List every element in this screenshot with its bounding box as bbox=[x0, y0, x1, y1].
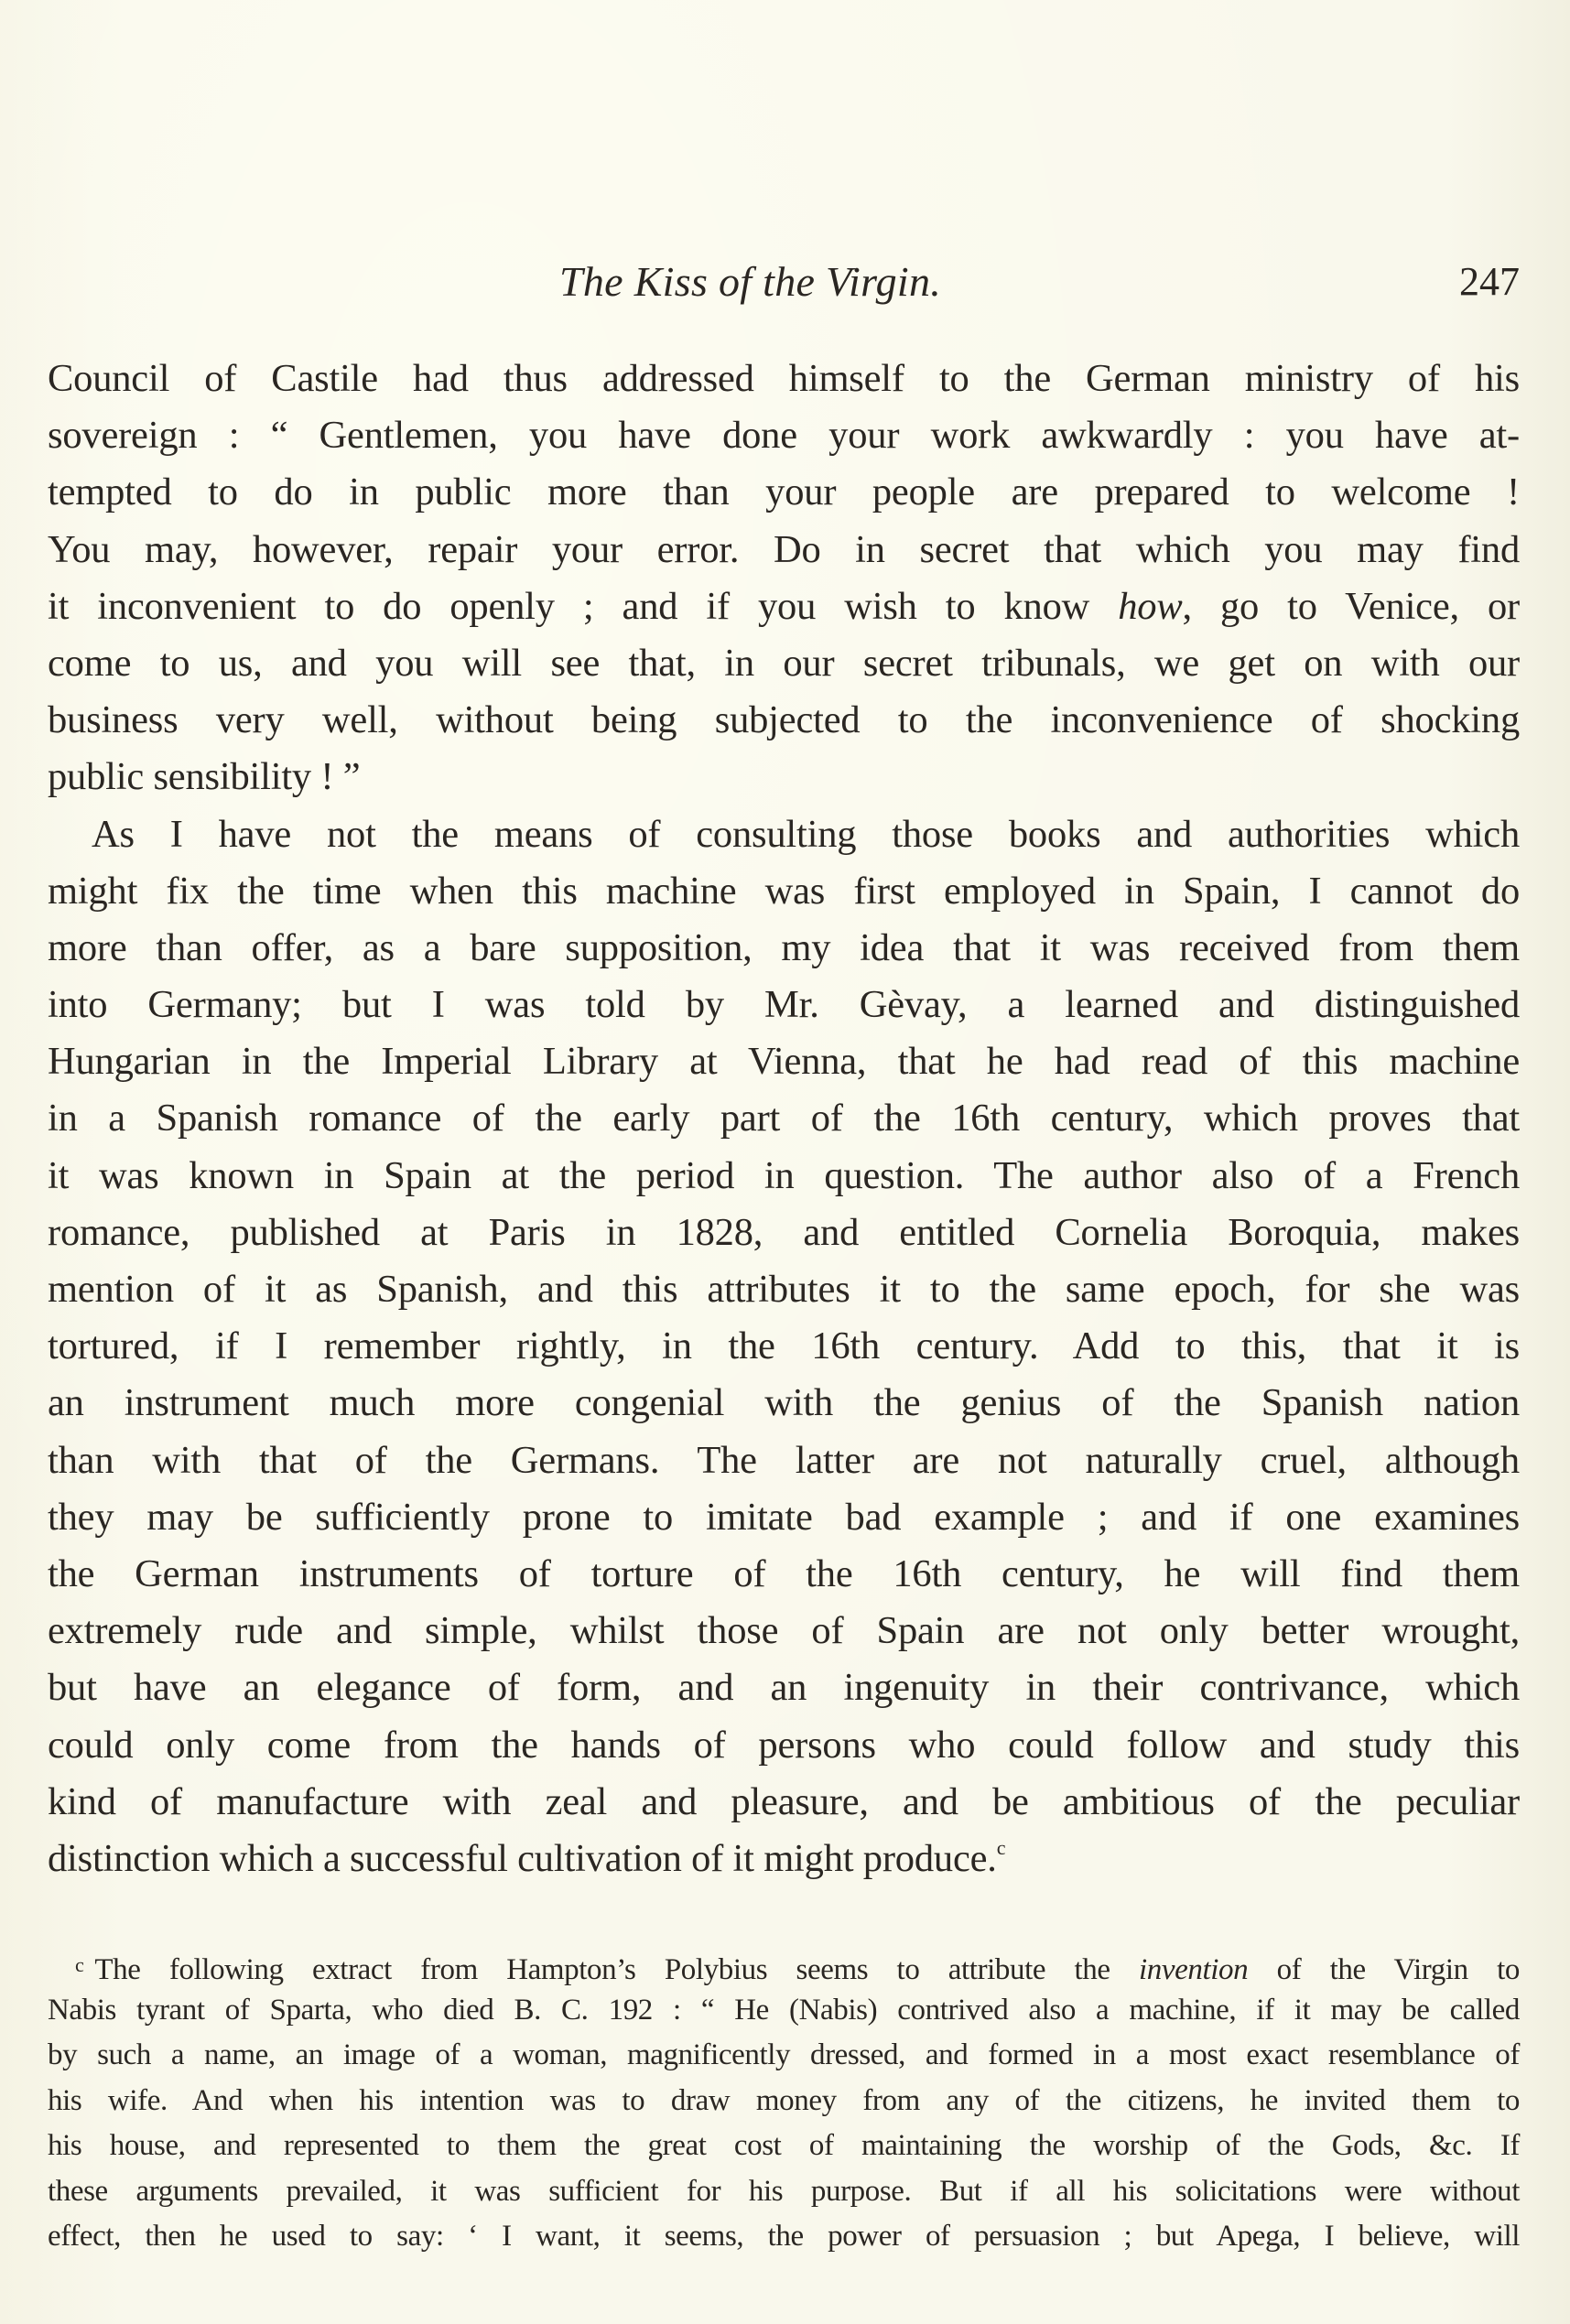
footnote bbox=[48, 1942, 1520, 2260]
footnote-line: these arguments prevailed, it was sufficient for his purpose. But if all his solicitations were without bbox=[48, 2174, 1520, 2208]
body-text bbox=[48, 351, 1520, 1887]
text-line: the German instruments of torture of the 16th century, he will find them bbox=[48, 1551, 1520, 1595]
text-line: tortured, if I remember rightly, in the 16th century. Add to this, that it is bbox=[48, 1324, 1520, 1368]
footnote-line bbox=[48, 1942, 1520, 1988]
running-title: The Kiss of the Virgin. bbox=[559, 258, 942, 305]
text-segment: distinction which a successful cultivation of it might produce. bbox=[48, 1836, 997, 1880]
text-line: Hungarian in the Imperial Library at Vienna, that he had read of this machine bbox=[48, 1040, 1520, 1084]
paragraph-1 bbox=[48, 351, 1520, 806]
text-line: kind of manufacture with zeal and pleasure, and be ambitious of the peculiar bbox=[48, 1779, 1520, 1823]
text-line: it was known in Spain at the period in question. The author also of a French bbox=[48, 1153, 1520, 1197]
footnote-reference[interactable]: c bbox=[996, 1835, 1006, 1859]
text-line bbox=[48, 1831, 1520, 1887]
text-line: As I have not the means of consulting those books and authorities which bbox=[92, 812, 1520, 856]
text-line: romance, published at Paris in 1828, and entitled Cornelia Boroquia, makes bbox=[48, 1210, 1520, 1254]
text-line: could only come from the hands of persons who could follow and study this bbox=[48, 1723, 1520, 1767]
text-line bbox=[48, 578, 1520, 635]
italic-word: how bbox=[1118, 584, 1183, 628]
page-number: 247 bbox=[1459, 259, 1520, 304]
paragraph-2 bbox=[48, 806, 1520, 1888]
footnote-line: by such a name, an image of a woman, magnificently dressed, and formed in a most exact resemblance of bbox=[48, 2038, 1520, 2071]
text-segment: , go to Venice, or bbox=[1182, 584, 1521, 628]
text-segment: The following extract from Hampton’s Polybius seems to attribute the bbox=[94, 1953, 1140, 1986]
text-line: than with that of the Germans. The latter are not naturally cruel, although bbox=[48, 1438, 1520, 1482]
text-line: Council of Castile had thus addressed himself to the German ministry of his bbox=[48, 357, 1520, 400]
italic-word: invention bbox=[1139, 1953, 1249, 1986]
footnote-line: his house, and represented to them the great cost of maintaining the worship of the Gods, &c. If bbox=[48, 2129, 1520, 2162]
text-line: come to us, and you will see that, in our secret tribunals, we get on with our bbox=[48, 641, 1520, 685]
page-header bbox=[51, 254, 1520, 309]
footnote-line: effect, then he used to say: ‘ I want, it seems, the power of persuasion ; but Apega, I believe, will bbox=[48, 2220, 1520, 2253]
text-segment: of the Virgin to bbox=[1248, 1953, 1520, 1986]
text-line: might fix the time when this machine was first employed in Spain, I cannot do bbox=[48, 869, 1520, 913]
footnote-mark: c bbox=[75, 1953, 84, 1976]
text-line: tempted to do in public more than your people are prepared to welcome ! bbox=[48, 470, 1520, 514]
text-line: sovereign : “ Gentlemen, you have done your work awkwardly : you have at- bbox=[48, 414, 1520, 458]
text-line: in a Spanish romance of the early part of the 16th century, which proves that bbox=[48, 1097, 1520, 1140]
text-line: mention of it as Spanish, and this attributes it to the same epoch, for she was bbox=[48, 1268, 1520, 1311]
text-line: extremely rude and simple, whilst those of Spain are not only better wrought, bbox=[48, 1609, 1520, 1653]
text-line: You may, however, repair your error. Do in secret that which you may find bbox=[48, 527, 1520, 571]
text-line: but have an elegance of form, and an ingenuity in their contrivance, which bbox=[48, 1666, 1520, 1710]
text-line: more than offer, as a bare supposition, my idea that it was received from them bbox=[48, 925, 1520, 969]
text-line: they may be sufficiently prone to imitate bad example ; and if one examines bbox=[48, 1495, 1520, 1539]
text-line: an instrument much more congenial with the genius of the Spanish nation bbox=[48, 1381, 1520, 1425]
text-line: into Germany; but I was told by Mr. Gèvay, a learned and distinguished bbox=[48, 983, 1520, 1027]
text-line: public sensibility ! ” bbox=[48, 755, 361, 799]
text-line: business very well, without being subjected to the inconvenience of shocking bbox=[48, 698, 1520, 742]
footnote-line: Nabis tyrant of Sparta, who died B. C. 192 : “ He (Nabis) contrived also a machine, if it may be called bbox=[48, 1993, 1520, 2027]
footnote-line: his wife. And when his intention was to draw money from any of the citizens, he invited them to bbox=[48, 2083, 1520, 2117]
text-segment: it inconvenient to do openly ; and if you wish to know bbox=[48, 584, 1119, 628]
